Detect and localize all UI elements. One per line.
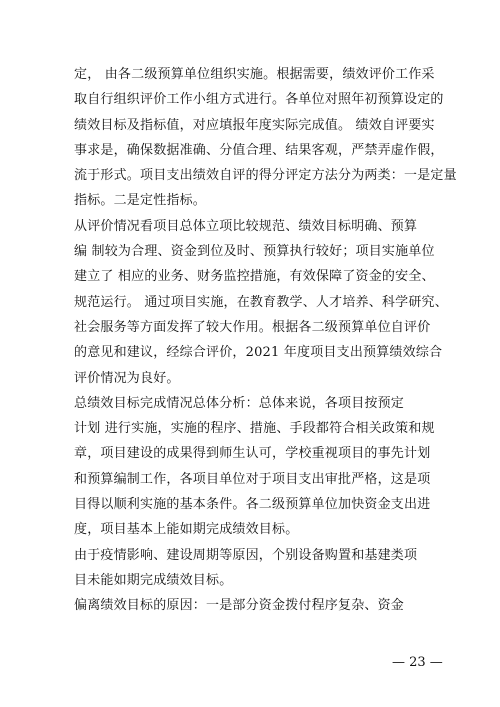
text-line: 指标。二是定性指标。: [74, 193, 207, 209]
text-line: 计划 进行实施，实施的程序、措施、手段都符合相关政策和规: [74, 421, 435, 437]
document-body: [74, 62, 457, 619]
text-line: 目得以顺利实施的基本条件。各二级预算单位加快资金支出进: [74, 497, 431, 513]
text-line: 度，项目基本上能如期完成绩效目标。: [74, 522, 299, 538]
text-line: 规范运行。 通过项目实施，在教育教学、人才培养、科学研究、: [74, 294, 448, 310]
text-line: 和预算编制工作，各项目单位对于项目支出审批严格，这是项: [74, 471, 431, 487]
text-line: 总绩效目标完成情况总体分析：总体来说，各项目按预定: [74, 395, 405, 411]
text-line: 的意见和建议，经综合评价，2021 年度项目支出预算绩效综合: [74, 345, 443, 361]
paragraph-overall-analysis: [74, 391, 435, 543]
text-line: 目未能如期完成绩效目标。: [74, 572, 233, 588]
text-line: 事求是，确保数据准确、分值合理、结果客观，严禁弄虚作假，: [74, 142, 444, 158]
text-line: 编 制较为合理、资金到位及时、预算执行较好；项目实施单位: [74, 244, 435, 260]
paragraph-incomplete-targets: [74, 543, 432, 594]
text-line: 流于形式。项目支出绩效自评的得分评定方法分为两类：一是定量: [74, 168, 457, 184]
text-line: 取自行组织评价工作小组方式进行。各单位对照年初预算设定的: [74, 92, 444, 108]
text-line: 评价情况为良好。: [74, 370, 180, 386]
text-line: 社会服务等方面发挥了较大作用。根据各二级预算单位自评价: [74, 319, 431, 335]
text-line: 从评价情况看项目总体立项比较规范、绩效目标明确、预算: [74, 218, 418, 234]
paragraph-evaluation-method: [74, 62, 457, 214]
text-line: 由于疫情影响、建设周期等原因，个别设备购置和基建类项: [74, 547, 418, 563]
text-line: 章，项目建设的成果得到师生认可，学校重视项目的事先计划: [74, 446, 431, 462]
text-line: 绩效目标及指标值，对应填报年度实际完成值。 绩效自评要实: [74, 117, 435, 133]
text-line: 建立了 相应的业务、财务监控措施，有效保障了资金的安全、: [74, 269, 435, 285]
paragraph-deviation-reasons: [74, 593, 432, 618]
paragraph-evaluation-result: [74, 214, 448, 391]
text-line: 定， 由各二级预算单位组织实施。根据需要，绩效评价工作采: [74, 67, 435, 82]
text-line: 偏离绩效目标的原因：一是部分资金拨付程序复杂、资金: [74, 598, 405, 614]
page-number: — 23 —: [392, 655, 443, 670]
